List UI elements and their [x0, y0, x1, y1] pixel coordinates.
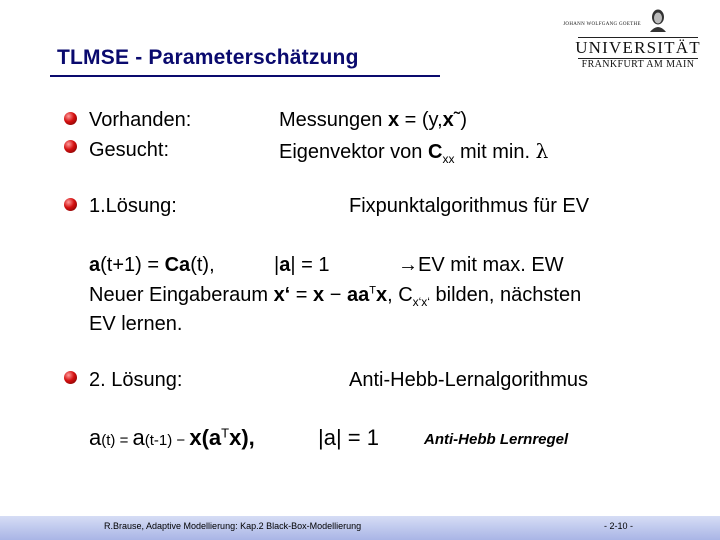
- footer-citation: R.Brause, Adaptive Modellierung: Kap.2 Black-Box-Modellierung: [104, 521, 362, 531]
- page-title: TLMSE - Parameterschätzung: [57, 46, 359, 69]
- logo-city: FRANKFURT AM MAIN: [581, 59, 695, 70]
- loesung2-label: 2. Lösung:: [89, 369, 183, 391]
- formula-antihebb: $a(t) = a(t-1) - x(a^Tx)$,: [89, 425, 255, 450]
- university-logo: [563, 8, 704, 70]
- loesung2-method: Anti-Hebb-Lernalgorithmus: [349, 369, 589, 391]
- logo-top-line: JOHANN WOLFGANG GOETHE: [563, 22, 641, 27]
- bullet-icon: [64, 112, 77, 125]
- vorhanden-text: Messungen x = (y,x˜): [279, 109, 468, 131]
- formula-result: →EV mit max. EW: [398, 254, 564, 276]
- logo-university-name: UNIVERSITÄT: [575, 38, 701, 57]
- formula-antihebb-norm: |a| = 1: [318, 425, 379, 450]
- page-number: - 2-10 -: [604, 521, 634, 531]
- title-underline: [50, 75, 440, 77]
- gesucht-label: Gesucht:: [89, 139, 170, 161]
- vorhanden-label: Vorhanden:: [89, 109, 192, 131]
- bullet-icon: [64, 371, 77, 384]
- formula-norm: |a| = 1: [274, 254, 330, 276]
- formula-fixpoint: a(t+1) = Ca(t),: [89, 254, 215, 276]
- goethe-portrait-icon: [648, 8, 668, 32]
- bullet-icon: [64, 140, 77, 153]
- loesung1-method: Fixpunktalgorithmus für EV: [349, 195, 590, 217]
- neuer-eingaberaum-line2: EV lernen.: [89, 313, 183, 335]
- antihebb-note: Anti-Hebb Lernregel: [424, 431, 569, 448]
- neuer-eingaberaum-line1: Neuer Eingaberaum x‘ = $x - aa^Tx$, $C_{x‘x‘}$ bilden, nächsten: [89, 284, 582, 309]
- gesucht-text: Eigenvektor von $C_{xx}$ mit min. λ: [279, 139, 549, 166]
- arrow-right-icon: →: [398, 254, 418, 276]
- bullet-icon: [64, 198, 77, 211]
- loesung1-label: 1.Lösung:: [89, 195, 177, 217]
